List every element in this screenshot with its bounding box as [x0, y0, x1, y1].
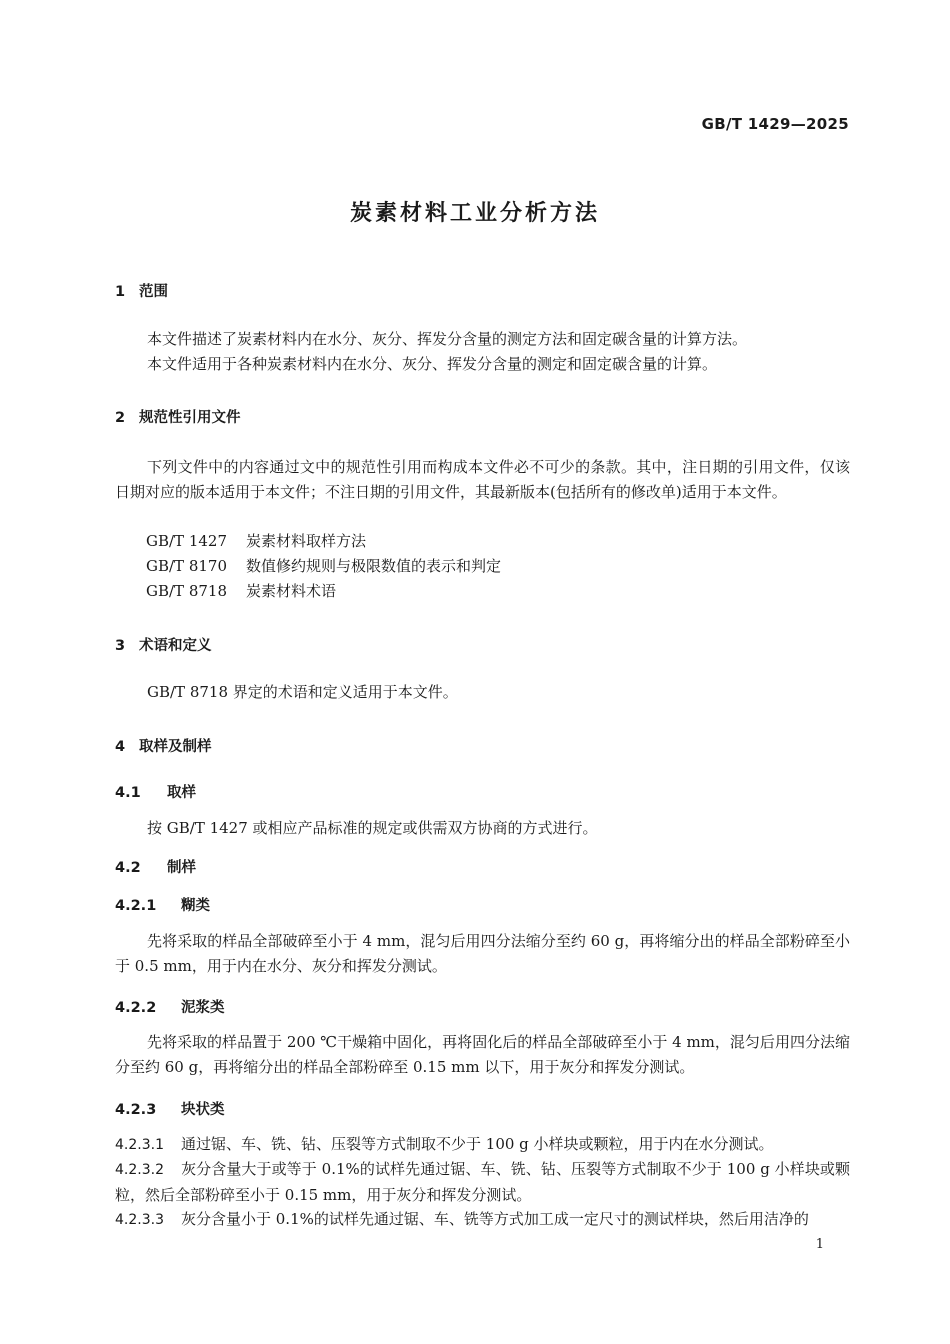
section-number: 4.2.3 — [115, 1102, 157, 1118]
reference-code: GB/T 8170 — [146, 557, 228, 575]
clause-text: 通过锯、车、铣、钻、压裂等方式制取不少于 100 g 小样块或颗粒，用于内在水分测试。 — [181, 1135, 774, 1153]
section-title: 范围 — [139, 284, 168, 300]
clause-number: 4.2.3.3 — [115, 1212, 164, 1228]
section-number: 4.2 — [115, 860, 141, 876]
reference-name: 数值修约规则与极限数值的表示和判定 — [246, 557, 502, 575]
section-title: 块状类 — [181, 1102, 225, 1118]
section-title: 术语和定义 — [139, 638, 212, 654]
section-number: 4.2.1 — [115, 898, 157, 914]
paragraph: 先将采取的样品置于 200 ℃干燥箱中固化，再将固化后的样品全部破碎至小于 4 mm，混匀后用四分法缩分至约 60 g，再将缩分出的样品全部粉碎至 0.15 mm 以下，用于灰分和挥发分测试。 — [115, 1033, 850, 1076]
reference-item — [146, 530, 366, 551]
subsection-4-2-heading — [115, 856, 196, 877]
section-title: 取样及制样 — [139, 739, 212, 755]
section-title: 制样 — [167, 860, 196, 876]
section-title: 糊类 — [181, 898, 210, 914]
paragraph: 先将采取的样品全部破碎至小于 4 mm，混匀后用四分法缩分至约 60 g，再将缩分出的样品全部粉碎至小于 0.5 mm，用于内在水分、灰分和挥发分测试。 — [115, 932, 850, 975]
section-2-heading — [115, 406, 241, 427]
paragraph: 本文件适用于各种炭素材料内在水分、灰分、挥发分含量的测定和固定碳含量的计算。 — [147, 355, 718, 373]
clause — [115, 1132, 850, 1158]
section-title: 取样 — [167, 785, 196, 801]
section-4-heading — [115, 735, 212, 756]
reference-code: GB/T 8718 — [146, 582, 228, 600]
section-number: 2 — [115, 410, 126, 426]
subsection-4-2-2-heading — [115, 996, 225, 1017]
section-number: 4.1 — [115, 785, 141, 801]
clause-number: 4.2.3.2 — [115, 1162, 164, 1178]
page-number: 1 — [815, 1237, 824, 1252]
subsection-4-2-3-heading — [115, 1098, 225, 1119]
section-title: 泥浆类 — [181, 1000, 225, 1016]
section-title: 规范性引用文件 — [139, 410, 241, 426]
standard-code: GB/T 1429—2025 — [701, 115, 849, 133]
section-number: 3 — [115, 638, 126, 654]
clause-text: 灰分含量大于或等于 0.1%的试样先通过锯、车、铣、钻、压裂等方式制取不少于 100 g 小样块或颗粒，然后全部粉碎至小于 0.15 mm，用于灰分和挥发分测试。 — [115, 1160, 850, 1204]
paragraph: 按 GB/T 1427 或相应产品标准的规定或供需双方协商的方式进行。 — [147, 819, 598, 837]
reference-name: 炭素材料取样方法 — [246, 532, 367, 550]
clause — [115, 1157, 850, 1208]
section-number: 4.2.2 — [115, 1000, 157, 1016]
page-title: 炭素材料工业分析方法 — [349, 201, 600, 226]
paragraph: 下列文件中的内容通过文中的规范性引用而构成本文件必不可少的条款。其中，注日期的引用文件，仅该日期对应的版本适用于本文件；不注日期的引用文件，其最新版本(包括所有的修改单)适用于本文件。 — [115, 458, 850, 501]
clause-text: 灰分含量小于 0.1%的试样先通过锯、车、铣等方式加工成一定尺寸的测试样块，然后用洁净的 — [181, 1210, 809, 1228]
section-number: 4 — [115, 739, 126, 755]
clause-number: 4.2.3.1 — [115, 1137, 164, 1153]
reference-code: GB/T 1427 — [146, 532, 228, 550]
clause — [115, 1207, 850, 1233]
paragraph: 本文件描述了炭素材料内在水分、灰分、挥发分含量的测定方法和固定碳含量的计算方法。 — [147, 330, 748, 348]
reference-name: 炭素材料术语 — [246, 582, 337, 600]
subsection-4-1-heading — [115, 781, 196, 802]
section-number: 1 — [115, 284, 126, 300]
reference-item — [146, 555, 501, 576]
section-1-heading — [115, 280, 168, 301]
reference-item — [146, 580, 336, 601]
subsection-4-2-1-heading — [115, 894, 210, 915]
paragraph: GB/T 8718 界定的术语和定义适用于本文件。 — [147, 683, 458, 701]
section-3-heading — [115, 634, 212, 655]
